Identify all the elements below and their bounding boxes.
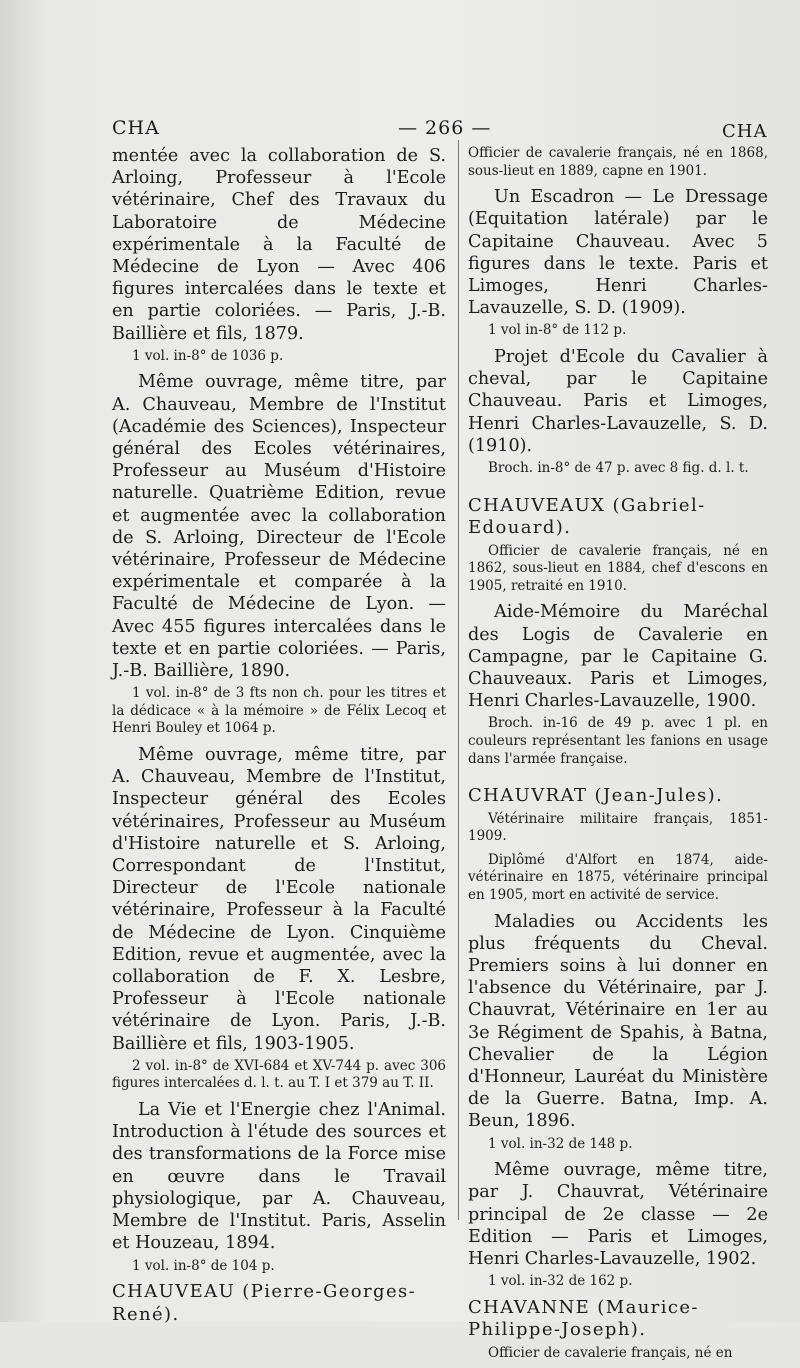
- left-column: [112, 145, 446, 1328]
- page-number: — 266 —: [398, 117, 492, 139]
- entry-paragraph: La Vie et l'Energie chez l'Animal. Introduction à l'étude des sources et des transformations de la Force mise en œuvre dans le Travail physiologique, par A. Chauveau, Membre de l'Institut. Paris, Asselin et Houzeau, 1894.: [112, 1100, 446, 1254]
- bibliographic-note: 1 vol. in-32 de 162 p.: [488, 1273, 633, 1290]
- entry-paragraph: Même ouvrage, même titre, par A. Chauveau, Membre de l'Institut, Inspecteur général des Ecoles vétérinaires, Professeur au Muséum d'Histoire naturelle et S. Arloing, Correspondant de l'Institut, Directeur de l'Ecole nationale vétérinaire, Professeur à la Faculté de Médecine de Lyon. Cinquième Edition, revue et augmentée, avec la collaboration de F. X. Lesbre, Professeur à l'Ecole nationale vétérinaire de Lyon. Paris, J.-B. Baillière et fils, 1903-1905.: [112, 745, 446, 1054]
- entry-paragraph: Même ouvrage, même titre, par A. Chauveau, Membre de l'Institut (Académie des Sciences), Inspecteur général des Ecoles vétérinaires, Professeur au Muséum d'Histoire naturelle. Quatrième Edition, revue et augmentée avec la collaboration de S. Arloing, Directeur de l'Ecole vétérinaire, Professeur de Médecine expérimentale et comparée à la Faculté de Médecine de Lyon. — Avec 455 figures intercalées dans le texte et en partie coloriées. — Paris, J.-B. Baillière, 1890.: [112, 372, 446, 682]
- entry-paragraph: Même ouvrage, même titre, par J. Chauvrat, Vétérinaire principal de 2e classe — 2e Edition — Paris et Limoges, Henri Charles-Lavauzelle, 1902.: [468, 1160, 768, 1270]
- bibliographic-note: Broch. in-8° de 47 p. avec 8 fig. d. l. t.: [488, 460, 749, 477]
- entry-heading: CHAUVEAU (Pierre-Georges-René).: [112, 1281, 417, 1325]
- bibliographic-note: Diplômé d'Alfort en 1874, aide-vétérinaire en 1875, vétérinaire principal en 1905, mort en activité de service.: [468, 851, 768, 904]
- bibliographic-note: 2 vol. in-8° de XVI-684 et XV-744 p. avec 306 figures intercalées d. l. t. au T. I et 379 au T. II.: [112, 1057, 446, 1092]
- bibliographic-note: 1 vol. in-8° de 3 fts non ch. pour les titres et la dédicace « à la mémoire » de Félix Lecoq et Henri Bouley et 1064 p.: [112, 685, 446, 737]
- bibliographic-note: 1 vol in-8° de 112 p.: [488, 322, 627, 339]
- entry-heading: CHAUVRAT (Jean-Jules).: [468, 785, 724, 807]
- running-head-left: CHA: [112, 117, 160, 139]
- right-column: [468, 145, 768, 1368]
- bibliographic-note: Officier de cavalerie français, né en 1868, sous-lieut en 1889, capne en 1901.: [468, 145, 768, 179]
- running-head-right: CHA: [722, 121, 768, 142]
- entry-paragraph: Aide-Mémoire du Maréchal des Logis de Cavalerie en Campagne, par le Capitaine G. Chauveaux. Paris et Limoges, Henri Charles-Lavauzelle, 1900.: [468, 602, 768, 712]
- entry-heading: CHAUVEAUX (Gabriel-Edouard).: [468, 494, 706, 539]
- entry-separator: [468, 774, 768, 781]
- bibliographic-note: Officier de cavalerie français, né en: [488, 1344, 733, 1361]
- entry-separator: [468, 484, 768, 491]
- entry-paragraph: mentée avec la collaboration de S. Arloing, Professeur à l'Ecole vétérinaire, Chef des Travaux du Laboratoire de Médecine expérimentale à la Faculté de Médecine de Lyon — Avec 406 figures intercalées dans le texte et en partie coloriées. — Paris, J.-B. Baillière et fils, 1879.: [112, 146, 446, 344]
- entry-heading: CHAVANNE (Maurice-Philippe-Joseph).: [468, 1296, 699, 1341]
- bibliographic-note: Officier de cavalerie français, né en 1862, sous-lieut en 1884, chef d'escons en 1905, retraité en 1910.: [468, 542, 768, 594]
- bibliographic-note: 1 vol. in-8° de 104 p.: [132, 1257, 275, 1274]
- entry-paragraph: Projet d'Ecole du Cavalier à cheval, par le Capitaine Chauveau. Paris et Limoges, Henri Charles-Lavauzelle, S. D. (1910).: [468, 347, 768, 456]
- bibliographic-note: Broch. in-16 de 49 p. avec 1 pl. en couleurs représentant les fanions en usage dans l'armée française.: [468, 715, 768, 767]
- entry-paragraph: Un Escadron — Le Dressage (Equitation latérale) par le Capitaine Chauveau. Avec 5 figures dans le texte. Paris et Limoges, Henri Charles-Lavauzelle, S. D. (1909).: [468, 187, 768, 319]
- bibliographic-note: 1 vol. in-32 de 148 p.: [488, 1135, 633, 1152]
- entry-paragraph: Maladies ou Accidents les plus fréquents du Cheval. Premiers soins à lui donner en l'absence du Vétérinaire, par J. Chauvrat, Vétérinaire en 1er au 3e Régiment de Spahis, à Batna, Chevalier de la Légion d'Honneur, Lauréat du Ministère de la Guerre. Batna, Imp. A. Beun, 1896.: [468, 911, 768, 1132]
- bibliographic-note: 1 vol. in-8° de 1036 p.: [132, 347, 284, 364]
- column-divider: [458, 140, 459, 1220]
- bibliographic-note: Vétérinaire militaire français, 1851-1909.: [468, 810, 768, 845]
